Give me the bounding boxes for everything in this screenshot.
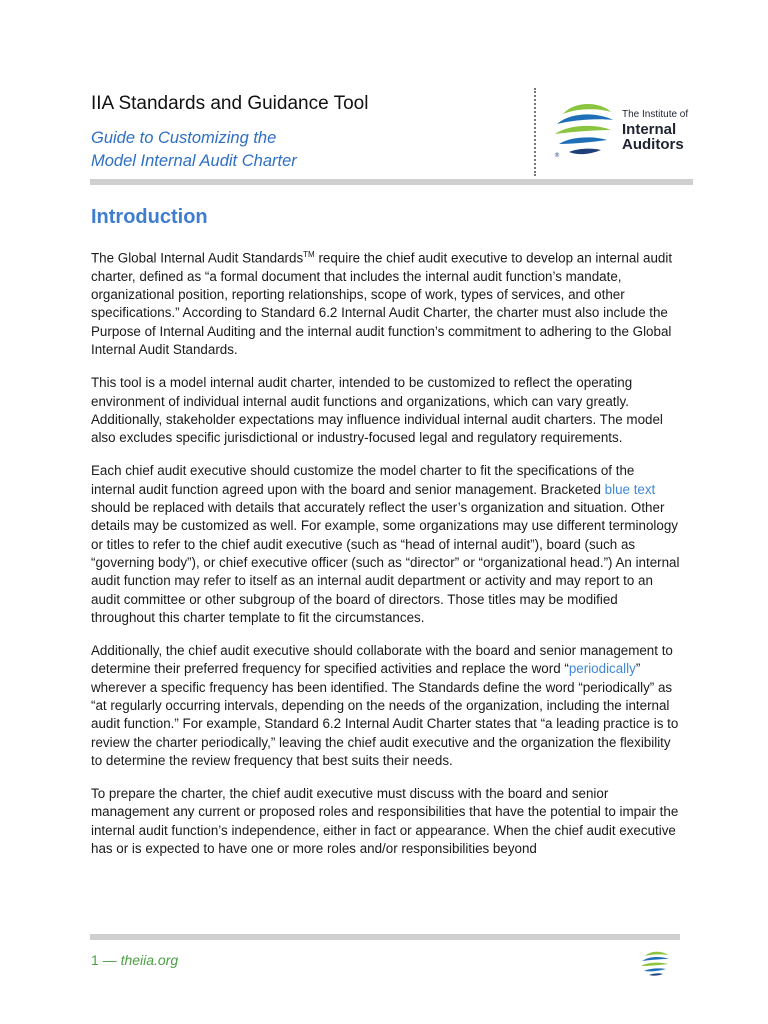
iia-logo-text <box>622 108 688 152</box>
page-number: 1 — <box>91 952 121 968</box>
paragraph-4-text-a: Additionally, the chief audit executive should collaborate with the board and senior management to determine their preferred frequency for specified activities and replace the word “ <box>91 643 673 677</box>
logo-text-line-1: The Institute of <box>622 109 689 120</box>
paragraph-3 <box>91 462 681 627</box>
paragraph-4-text-b: ” wherever a specific frequency has been identified. The Standards define the word “periodically” as “at regularly occurring intervals, depending on the needs of the organization, including the internal audit function.” For example, Standard 6.2 Internal Audit Charter states that “a leading practice is to review the charter periodically,” leaving the chief audit executive and the organization the flexibility to determine the review frequency that best suits their needs. <box>91 661 679 768</box>
paragraph-3-text-a: Each chief audit executive should customize the model charter to fit the specifications of the internal audit function agreed upon with the board and senior management. Bracketed <box>91 463 635 497</box>
trademark-superscript: TM <box>303 250 315 259</box>
paragraph-2: This tool is a model internal audit charter, intended to be customized to reflect the operating environment of individual internal audit functions and organizations, which can vary greatly. Additionally, stakeholder expectations may influence individual internal audit charters. The model also excludes specific jurisdictional or industry-focused legal and regulatory requirements. <box>91 375 663 446</box>
paragraph-1-text-b: require the chief audit executive to develop an internal audit charter, defined as “a formal document that includes the internal audit function’s mandate, organizational position, reporting relationships, scope of work, types of services, and other specifications.” According to Standard 6.2 Internal Audit Charter, the charter must also include the Purpose of Internal Auditing and the internal audit function’s commitment to adhering to the Global Internal Audit Standards. <box>91 250 673 357</box>
footer <box>91 952 178 968</box>
subtitle-line-2: Model Internal Audit Charter <box>91 152 297 170</box>
paragraph-1-text-a: The Global Internal Audit Standards <box>91 250 304 266</box>
paragraph-3-text-b: should be replaced with details that accurately reflect the user’s organization and situation. Other details may be customized as well. For example, some organizations may use different terminology or titles to refer to the chief audit executive (such as “head of internal audit”), board (such as “governing body”), or chief executive officer (such as “director” or “organizational head.”) An internal audit function may refer to itself as an internal audit department or activity and may report to an audit committee or other subgroup of the board of directors. Those titles may be modified throughout this charter template to fit the circumstances. <box>91 500 680 625</box>
footer-site-link[interactable]: theiia.org <box>120 952 179 968</box>
blue-text-example: blue text <box>604 481 656 497</box>
header-dotted-divider <box>534 88 536 176</box>
svg-text:®: ® <box>554 152 560 158</box>
paragraph-5: To prepare the charter, the chief audit executive must discuss with the board and senior management any current or proposed roles and responsibilities that have the potential to impair the internal audit function’s independence, either in fact or appearance. When the chief audit executive has or is expected to have one or more roles and/or responsibilities beyond <box>91 786 679 857</box>
paragraph-1 <box>91 246 681 359</box>
document-subtitle <box>91 127 297 173</box>
footer-rule <box>90 934 680 940</box>
iia-globe-logo-icon <box>553 100 615 158</box>
header-rule <box>90 179 693 185</box>
iia-small-logo-icon <box>640 950 670 976</box>
paragraph-4 <box>91 642 681 770</box>
logo-text-line-3: Auditors <box>622 136 684 153</box>
subtitle-line-1: Guide to Customizing the <box>91 129 277 147</box>
logo-text-line-2: Internal <box>622 121 677 138</box>
document-title: IIA Standards and Guidance Tool <box>91 93 369 114</box>
body-content <box>91 246 681 873</box>
periodically-blue-text: periodically <box>568 661 636 677</box>
section-heading: Introduction <box>91 206 208 228</box>
